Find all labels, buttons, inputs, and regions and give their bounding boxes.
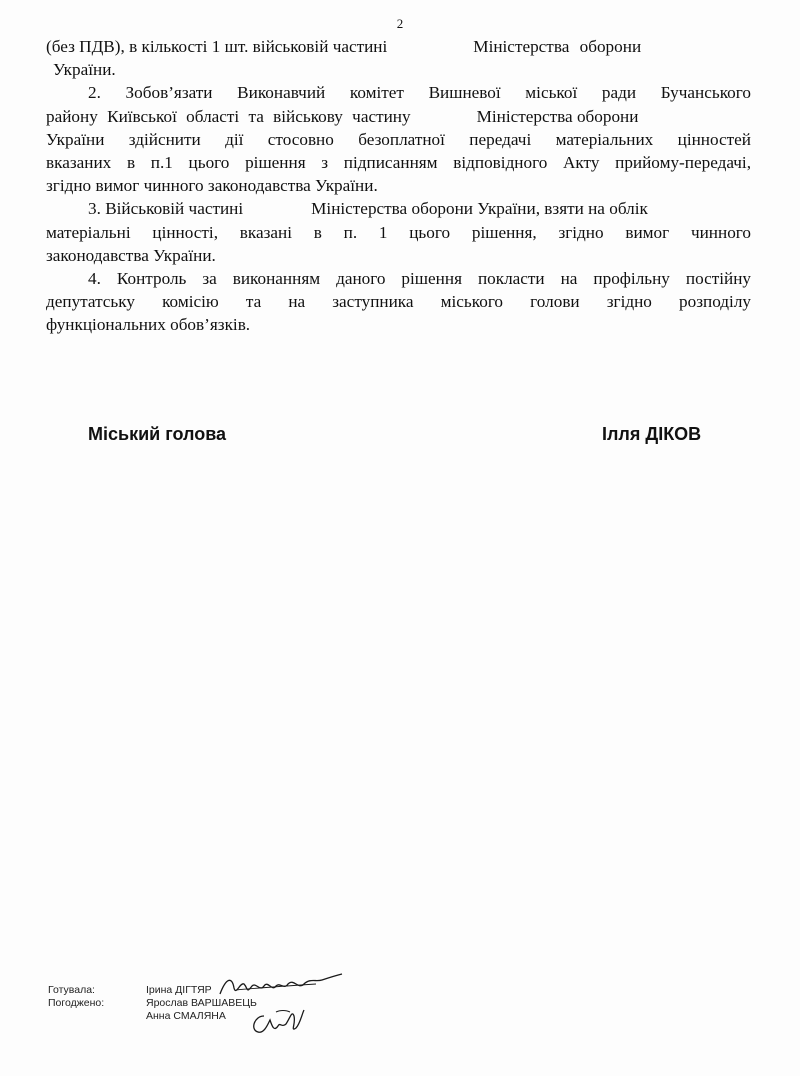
agreed-name-2: Анна СМАЛЯНА xyxy=(146,1010,226,1022)
prepared-by-name: Ірина ДІГТЯР xyxy=(146,984,212,996)
paragraph-2-line: 2. Зобов’язати Виконавчий комітет Вишневої міської ради Бучанського xyxy=(88,83,751,103)
paragraph-2-line: України здійснити дії стосовно безоплатної передачі матеріальних цінностей xyxy=(46,129,751,149)
text-line xyxy=(46,58,751,81)
page-number: 2 xyxy=(396,16,404,31)
paragraph-3-line: матеріальні цінності, вказані в п. 1 цього рішення, згідно вимог чинного xyxy=(46,222,751,242)
text-line xyxy=(46,35,751,58)
handwritten-signature-2 xyxy=(246,1006,306,1040)
line-1b: Міністерства оборони xyxy=(473,37,642,56)
signatory-position: Міський голова xyxy=(88,424,227,444)
line-4b: Міністерства оборони xyxy=(476,106,639,126)
paragraph-2-line: вказаних в п.1 цього рішення з підписанням відповідного Акту прийому-передачі, xyxy=(46,153,751,173)
prepared-label: Готувала: xyxy=(48,984,95,996)
decision-body xyxy=(46,35,751,337)
paragraph-4-line: 4. Контроль за виконанням даного рішення покласти на профільну постійну xyxy=(88,269,751,289)
text-line xyxy=(46,105,751,128)
signatory-name: Ілля ДІКОВ xyxy=(602,424,702,444)
paragraph-4-line: функціональних обов’язків. xyxy=(46,315,251,335)
line-4a: району Київської області та військову частину xyxy=(46,106,411,126)
text-line xyxy=(46,197,751,220)
agreed-name-1: Ярослав ВАРШАВЕЦЬ xyxy=(146,997,257,1009)
agreed-label: Погоджено: xyxy=(48,997,105,1009)
handwritten-signature-1 xyxy=(216,972,346,1002)
line-8a: 3. Військовій частині xyxy=(88,199,244,219)
paragraph-2-line: згідно вимог чинного законодавства України. xyxy=(46,176,378,196)
line-2: України. xyxy=(53,60,116,80)
paragraph-4-line: депутатську комісію та на заступника міського голови згідно розподілу xyxy=(46,292,751,312)
line-1a: (без ПДВ), в кількості 1 шт. військовій частині xyxy=(46,37,388,56)
paragraph-3-line: законодавства України. xyxy=(46,245,216,265)
line-8b: Міністерства оборони України, взяти на облік xyxy=(311,199,648,219)
